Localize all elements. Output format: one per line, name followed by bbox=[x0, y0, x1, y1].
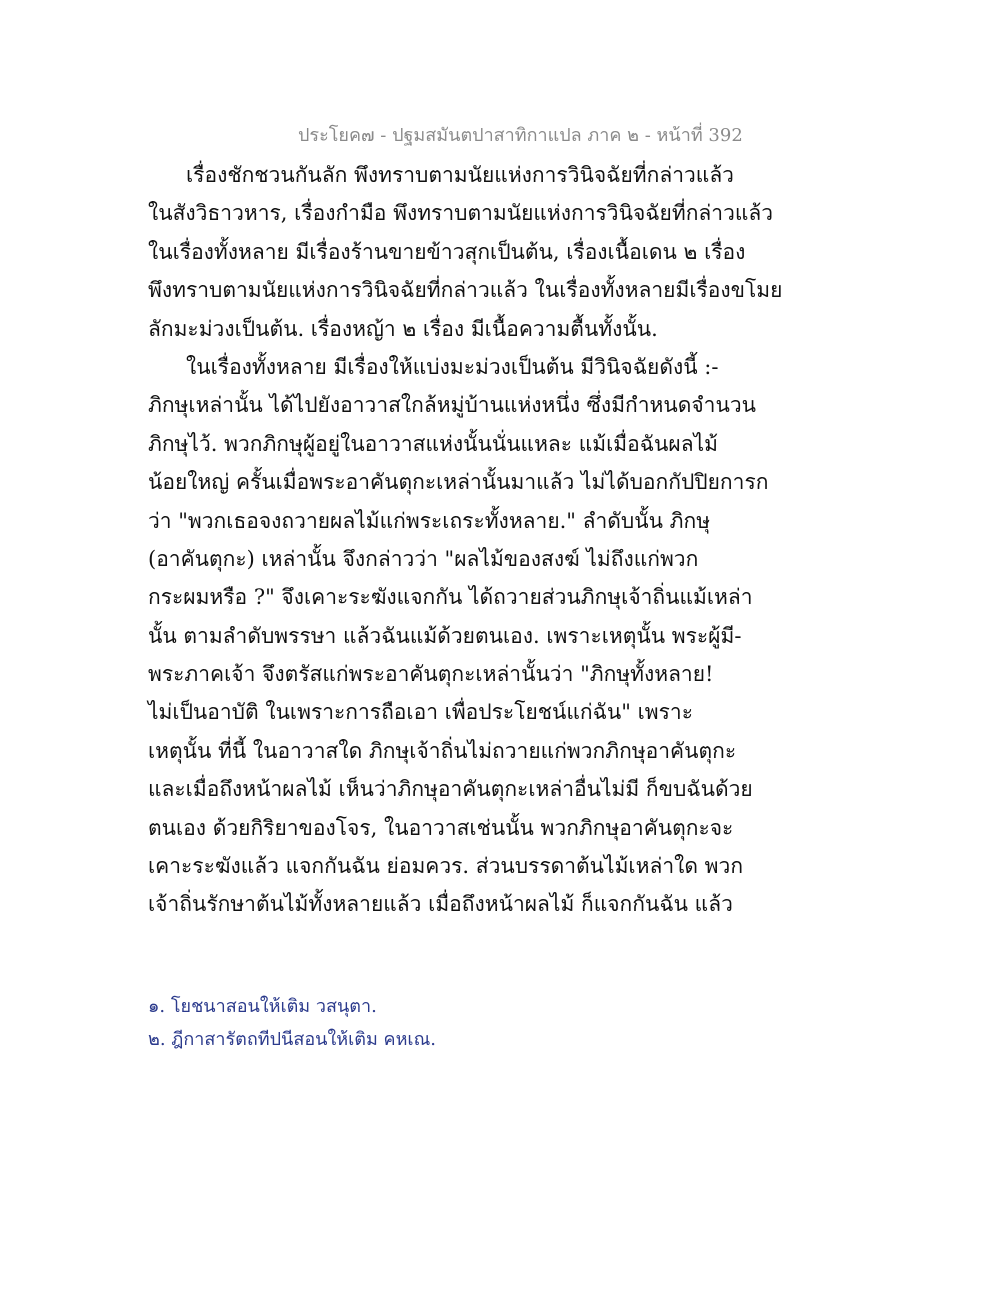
paragraph-line: เคาะระฆังแล้ว แจกกันฉัน ย่อมควร. ส่วนบรรดาต้นไม้เหล่าใด พวก bbox=[148, 854, 744, 879]
paragraph-line: กระผมหรือ ?" จึงเคาะระฆังแจกกัน ได้ถวายส่วนภิกษุเจ้าถิ่นแม้เหล่า bbox=[148, 585, 753, 610]
paragraph-line: ลักมะม่วงเป็นต้น. เรื่องหญ้า ๒ เรื่อง มีเนื้อความตื้นทั้งนั้น. bbox=[148, 316, 658, 341]
footnotes bbox=[148, 990, 708, 1056]
page-header: ประโยค๗ - ปฐมสมันตปาสาทิกาแปล ภาค ๒ - หน้าที่ 392 bbox=[298, 125, 743, 146]
footnote-1: ๑. โยชนาสอนให้เติม วสนุตา. bbox=[148, 996, 377, 1017]
paragraph-line: เรื่องชักชวนกันลัก พึงทราบตามนัยแห่งการวินิจฉัยที่กล่าวแล้ว bbox=[186, 163, 734, 187]
paragraph-line: ในสังวิธาวหาร, เรื่องกำมือ พึงทราบตามนัยแห่งการวินิจฉัยที่กล่าวแล้ว bbox=[148, 201, 774, 226]
paragraph-line: ในเรื่องทั้งหลาย มีเรื่องร้านขายข้าวสุกเป็นต้น, เรื่องเนื้อเดน ๒ เรื่อง bbox=[148, 239, 746, 264]
paragraph-line: เจ้าถิ่นรักษาต้นไม้ทั้งหลายแล้ว เมื่อถึงหน้าผลไม้ ก็แจกกันฉัน แล้ว bbox=[148, 892, 733, 917]
paragraph-line: (อาคันตุกะ) เหล่านั้น จึงกล่าวว่า "ผลไม้ของสงฆ์ ไม่ถึงแก่พวก bbox=[148, 546, 699, 571]
paragraph-line: ในเรื่องทั้งหลาย มีเรื่องให้แบ่งมะม่วงเป็นต้น มีวินิจฉัยดังนี้ :- bbox=[186, 354, 719, 379]
paragraph-line: น้อยใหญ่ ครั้นเมื่อพระอาคันตุกะเหล่านั้นมาแล้ว ไม่ได้บอกกัปปิยการก bbox=[148, 470, 769, 495]
paragraph-line: ไม่เป็นอาบัติ ในเพราะการถือเอา เพื่อประโยชน์แก่ฉัน" เพราะ bbox=[148, 700, 693, 725]
paragraph-line: พึงทราบตามนัยแห่งการวินิจฉัยที่กล่าวแล้ว ในเรื่องทั้งหลายมีเรื่องขโมย bbox=[148, 278, 783, 303]
paragraph-line: ว่า "พวกเธอจงถวายผลไม้แก่พระเถระทั้งหลาย." ลำดับนั้น ภิกษุ bbox=[148, 508, 711, 533]
paragraph-line: พระภาคเจ้า จึงตรัสแก่พระอาคันตุกะเหล่านั้นว่า "ภิกษุทั้งหลาย! bbox=[148, 662, 714, 687]
paragraph-line: ภิกษุไว้. พวกภิกษุผู้อยู่ในอาวาสแห่งนั้นนั่นแหละ แม้เมื่อฉันผลไม้ bbox=[148, 431, 718, 456]
paragraph-line: เหตุนั้น ที่นี้ ในอาวาสใด ภิกษุเจ้าถิ่นไม่ถวายแก่พวกภิกษุอาคันตุกะ bbox=[148, 738, 737, 763]
body-text bbox=[148, 156, 783, 924]
paragraph-line: ภิกษุเหล่านั้น ได้ไปยังอาวาสใกล้หมู่บ้านแห่งหนึ่ง ซึ่งมีกำหนดจำนวน bbox=[148, 393, 756, 418]
paragraph-line: และเมื่อถึงหน้าผลไม้ เห็นว่าภิกษุอาคันตุกะเหล่าอื่นไม่มี ก็ขบฉันด้วย bbox=[148, 777, 753, 802]
footnote-2: ๒. ฎีกาสารัตถทีปนีสอนให้เติม คหเณ. bbox=[148, 1029, 437, 1050]
paragraph-line: ตนเอง ด้วยกิริยาของโจร, ในอาวาสเช่นนั้น พวกภิกษุอาคันตุกะจะ bbox=[148, 815, 734, 840]
paragraph-line: นั้น ตามลำดับพรรษา แล้วฉันแม้ด้วยตนเอง. เพราะเหตุนั้น พระผู้มี- bbox=[148, 623, 742, 648]
